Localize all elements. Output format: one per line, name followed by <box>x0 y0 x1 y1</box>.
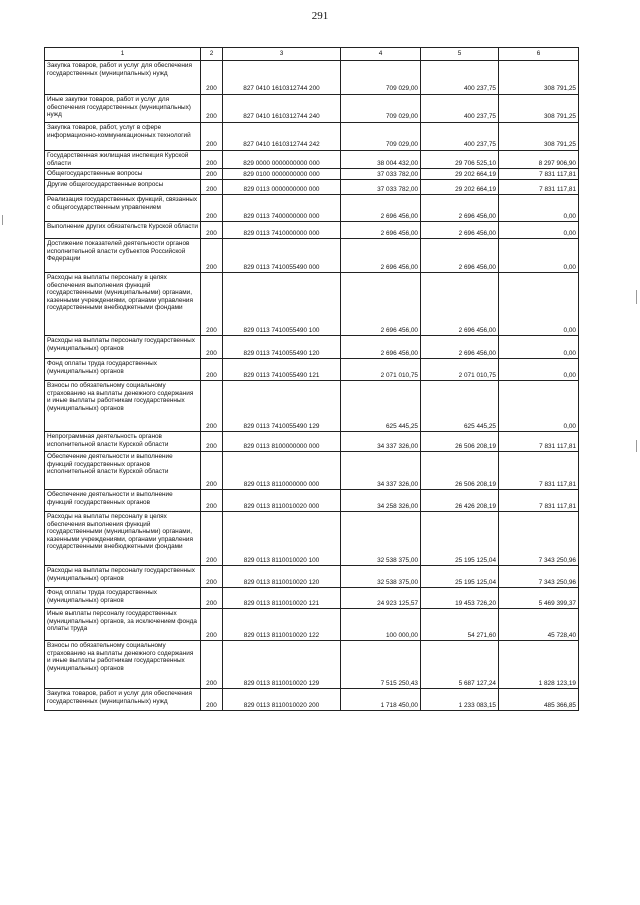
row-name: Закупка товаров, работ и услуг для обеспечения государственных (муниципальных) нужд <box>45 689 201 711</box>
row-approved-amount: 2 696 456,00 <box>341 273 421 336</box>
row-budget-code: 829 0113 8110010020 122 <box>223 609 341 641</box>
row-approved-amount: 2 696 456,00 <box>341 222 421 239</box>
row-line-code: 200 <box>201 336 223 359</box>
row-line-code: 200 <box>201 169 223 180</box>
row-budget-code: 827 0410 1610312744 240 <box>223 95 341 123</box>
row-approved-amount: 100 000,00 <box>341 609 421 641</box>
table-row <box>45 359 579 381</box>
row-line-code: 200 <box>201 566 223 588</box>
row-unexecuted-amount: 485 366,85 <box>499 689 579 711</box>
row-approved-amount: 32 538 375,00 <box>341 566 421 588</box>
table-row <box>45 169 579 180</box>
column-header: 1 <box>45 48 201 61</box>
row-name: Фонд оплаты труда государственных (муниципальных) органов <box>45 588 201 609</box>
row-executed-amount: 25 195 125,04 <box>421 512 499 566</box>
row-name: Закупка товаров, работ, услуг в сфере информационно-коммуникационных технологий <box>45 123 201 151</box>
row-executed-amount: 400 237,75 <box>421 95 499 123</box>
row-name: Другие общегосударственные вопросы <box>45 180 201 195</box>
row-line-code: 200 <box>201 452 223 490</box>
table-row <box>45 689 579 711</box>
row-approved-amount: 625 445,25 <box>341 381 421 432</box>
row-name: Реализация государственных функций, связанных с общегосударственным управлением <box>45 195 201 222</box>
row-approved-amount: 1 718 450,00 <box>341 689 421 711</box>
row-executed-amount: 400 237,75 <box>421 123 499 151</box>
row-executed-amount: 29 202 664,19 <box>421 180 499 195</box>
row-executed-amount: 54 271,60 <box>421 609 499 641</box>
row-name: Взносы по обязательному социальному страхованию на выплаты денежного содержания и иные выплаты работникам государственных (муниципальных) органов <box>45 381 201 432</box>
row-name: Государственная жилищная инспекция Курской области <box>45 151 201 169</box>
row-budget-code: 829 0000 0000000000 000 <box>223 151 341 169</box>
row-unexecuted-amount: 0,00 <box>499 222 579 239</box>
row-approved-amount: 37 033 782,00 <box>341 180 421 195</box>
row-approved-amount: 7 515 250,43 <box>341 641 421 689</box>
column-header: 6 <box>499 48 579 61</box>
budget-table <box>44 47 579 711</box>
table-row <box>45 222 579 239</box>
row-unexecuted-amount: 0,00 <box>499 273 579 336</box>
row-unexecuted-amount: 308 791,25 <box>499 61 579 95</box>
row-executed-amount: 2 696 456,00 <box>421 239 499 273</box>
row-unexecuted-amount: 7 831 117,81 <box>499 432 579 452</box>
table-row <box>45 180 579 195</box>
table-row <box>45 239 579 273</box>
row-line-code: 200 <box>201 432 223 452</box>
row-line-code: 200 <box>201 222 223 239</box>
page-number: 291 <box>311 10 329 22</box>
row-line-code: 200 <box>201 588 223 609</box>
row-budget-code: 829 0113 8110010020 121 <box>223 588 341 609</box>
row-budget-code: 829 0113 7410000000 000 <box>223 222 341 239</box>
row-unexecuted-amount: 1 828 123,19 <box>499 641 579 689</box>
row-unexecuted-amount: 0,00 <box>499 239 579 273</box>
row-unexecuted-amount: 308 791,25 <box>499 95 579 123</box>
table-row <box>45 432 579 452</box>
row-executed-amount: 26 506 208,19 <box>421 432 499 452</box>
row-budget-code: 829 0113 8110010020 129 <box>223 641 341 689</box>
row-budget-code: 829 0113 0000000000 000 <box>223 180 341 195</box>
row-name: Расходы на выплаты персоналу государственных (муниципальных) органов <box>45 566 201 588</box>
row-executed-amount: 5 687 127,24 <box>421 641 499 689</box>
table-body <box>45 61 579 711</box>
row-line-code: 200 <box>201 151 223 169</box>
table-row <box>45 588 579 609</box>
row-budget-code: 829 0113 7410055490 100 <box>223 273 341 336</box>
row-executed-amount: 2 071 010,75 <box>421 359 499 381</box>
row-unexecuted-amount: 7 343 250,96 <box>499 512 579 566</box>
row-unexecuted-amount: 7 343 250,96 <box>499 566 579 588</box>
table-row <box>45 490 579 512</box>
row-budget-code: 829 0113 8110000000 000 <box>223 452 341 490</box>
row-approved-amount: 32 538 375,00 <box>341 512 421 566</box>
row-budget-code: 829 0113 8110010020 100 <box>223 512 341 566</box>
table-row <box>45 452 579 490</box>
row-name: Взносы по обязательному социальному страхованию на выплаты денежного содержания и иные выплаты работникам государственных (муниципальных) органов <box>45 641 201 689</box>
row-budget-code: 829 0100 0000000000 000 <box>223 169 341 180</box>
row-line-code: 200 <box>201 359 223 381</box>
row-line-code: 200 <box>201 689 223 711</box>
row-name: Фонд оплаты труда государственных (муниципальных) органов <box>45 359 201 381</box>
row-name: Обеспечение деятельности и выполнение функций государственных органов исполнительной власти Курской области <box>45 452 201 490</box>
row-approved-amount: 24 923 125,57 <box>341 588 421 609</box>
row-line-code: 200 <box>201 123 223 151</box>
edge-mark <box>2 215 3 225</box>
row-name: Выполнение других обязательств Курской области <box>45 222 201 239</box>
row-unexecuted-amount: 7 831 117,81 <box>499 180 579 195</box>
row-budget-code: 827 0410 1610312744 242 <box>223 123 341 151</box>
row-approved-amount: 38 004 432,00 <box>341 151 421 169</box>
row-line-code: 200 <box>201 490 223 512</box>
row-executed-amount: 2 696 456,00 <box>421 336 499 359</box>
row-executed-amount: 26 506 208,19 <box>421 452 499 490</box>
table-row <box>45 566 579 588</box>
row-line-code: 200 <box>201 239 223 273</box>
row-name: Расходы на выплаты персоналу в целях обеспечения выполнения функций государственными (муниципальными) органами, казенными учреждениями, органами управления государственными внебюджетными фондами <box>45 512 201 566</box>
row-executed-amount: 19 453 726,20 <box>421 588 499 609</box>
row-unexecuted-amount: 0,00 <box>499 359 579 381</box>
row-unexecuted-amount: 7 831 117,81 <box>499 490 579 512</box>
row-approved-amount: 37 033 782,00 <box>341 169 421 180</box>
row-executed-amount: 29 706 525,10 <box>421 151 499 169</box>
row-name: Обеспечение деятельности и выполнение функций государственных органов <box>45 490 201 512</box>
row-approved-amount: 34 337 326,00 <box>341 432 421 452</box>
row-line-code: 200 <box>201 195 223 222</box>
row-unexecuted-amount: 7 831 117,81 <box>499 169 579 180</box>
row-approved-amount: 709 029,00 <box>341 95 421 123</box>
row-line-code: 200 <box>201 180 223 195</box>
row-budget-code: 829 0113 8110010020 000 <box>223 490 341 512</box>
row-executed-amount: 25 195 125,04 <box>421 566 499 588</box>
row-approved-amount: 2 071 010,75 <box>341 359 421 381</box>
table-row <box>45 336 579 359</box>
row-unexecuted-amount: 0,00 <box>499 336 579 359</box>
row-line-code: 200 <box>201 512 223 566</box>
table-row <box>45 151 579 169</box>
column-header: 5 <box>421 48 499 61</box>
row-unexecuted-amount: 5 469 399,37 <box>499 588 579 609</box>
edge-mark <box>636 440 637 452</box>
row-budget-code: 827 0410 1610312744 200 <box>223 61 341 95</box>
row-budget-code: 829 0113 7410055490 129 <box>223 381 341 432</box>
row-name: Иные закупки товаров, работ и услуг для обеспечения государственных (муниципальных) нужд <box>45 95 201 123</box>
row-unexecuted-amount: 8 297 906,90 <box>499 151 579 169</box>
row-approved-amount: 2 696 456,00 <box>341 239 421 273</box>
table-row <box>45 512 579 566</box>
row-budget-code: 829 0113 8110010020 200 <box>223 689 341 711</box>
row-line-code: 200 <box>201 381 223 432</box>
row-budget-code: 829 0113 7410055490 121 <box>223 359 341 381</box>
table-row <box>45 95 579 123</box>
table-row <box>45 641 579 689</box>
row-unexecuted-amount: 0,00 <box>499 381 579 432</box>
table-row <box>45 123 579 151</box>
row-name: Расходы на выплаты персоналу в целях обеспечения выполнения функций государственными (муниципальными) органами, казенными учреждениями, органами управления государственными внебюджетными фондами <box>45 273 201 336</box>
table-row <box>45 61 579 95</box>
row-name: Расходы на выплаты персоналу государственных (муниципальных) органов <box>45 336 201 359</box>
row-executed-amount: 400 237,75 <box>421 61 499 95</box>
row-line-code: 200 <box>201 273 223 336</box>
row-name: Иные выплаты персоналу государственных (муниципальных) органов, за исключением фонда оплаты труда <box>45 609 201 641</box>
row-executed-amount: 1 233 083,15 <box>421 689 499 711</box>
row-executed-amount: 29 202 664,19 <box>421 169 499 180</box>
row-approved-amount: 34 258 326,00 <box>341 490 421 512</box>
row-approved-amount: 2 696 456,00 <box>341 195 421 222</box>
row-executed-amount: 2 696 456,00 <box>421 273 499 336</box>
row-unexecuted-amount: 7 831 117,81 <box>499 452 579 490</box>
column-header: 3 <box>223 48 341 61</box>
row-name: Достижение показателей деятельности органов исполнительной власти субъектов Российской Федерации <box>45 239 201 273</box>
table-row <box>45 273 579 336</box>
row-budget-code: 829 0113 7410055490 120 <box>223 336 341 359</box>
row-approved-amount: 709 029,00 <box>341 61 421 95</box>
row-executed-amount: 2 696 456,00 <box>421 222 499 239</box>
row-name: Непрограммная деятельность органов исполнительной власти Курской области <box>45 432 201 452</box>
column-header: 2 <box>201 48 223 61</box>
row-unexecuted-amount: 45 728,40 <box>499 609 579 641</box>
row-name: Закупка товаров, работ и услуг для обеспечения государственных (муниципальных) нужд <box>45 61 201 95</box>
row-unexecuted-amount: 0,00 <box>499 195 579 222</box>
row-budget-code: 829 0113 8110010020 120 <box>223 566 341 588</box>
row-executed-amount: 26 426 208,19 <box>421 490 499 512</box>
row-approved-amount: 2 696 456,00 <box>341 336 421 359</box>
row-budget-code: 829 0113 7410055490 000 <box>223 239 341 273</box>
row-executed-amount: 2 696 456,00 <box>421 195 499 222</box>
row-unexecuted-amount: 308 791,25 <box>499 123 579 151</box>
edge-mark <box>636 290 637 304</box>
row-approved-amount: 34 337 326,00 <box>341 452 421 490</box>
row-line-code: 200 <box>201 609 223 641</box>
row-approved-amount: 709 029,00 <box>341 123 421 151</box>
table-row <box>45 195 579 222</box>
header-row <box>45 48 579 61</box>
row-executed-amount: 625 445,25 <box>421 381 499 432</box>
row-line-code: 200 <box>201 95 223 123</box>
table-row <box>45 381 579 432</box>
table-row <box>45 609 579 641</box>
column-header: 4 <box>341 48 421 61</box>
row-budget-code: 829 0113 7400000000 000 <box>223 195 341 222</box>
row-name: Общегосударственные вопросы <box>45 169 201 180</box>
row-line-code: 200 <box>201 61 223 95</box>
row-line-code: 200 <box>201 641 223 689</box>
row-budget-code: 829 0113 8100000000 000 <box>223 432 341 452</box>
